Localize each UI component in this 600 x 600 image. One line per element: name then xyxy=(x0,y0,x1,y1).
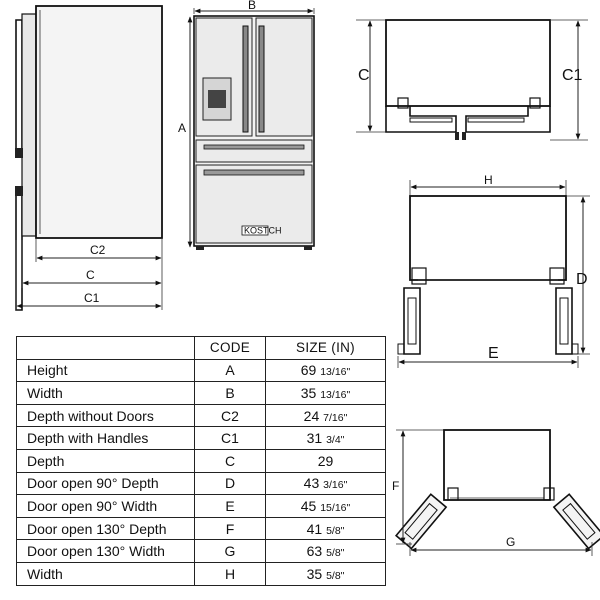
row-name: Height xyxy=(17,359,195,382)
drawer-handle-bottom xyxy=(204,170,304,175)
row-code: C1 xyxy=(195,427,266,450)
label-c1: C1 xyxy=(84,291,100,305)
label-e: E xyxy=(488,345,499,362)
row-code: H xyxy=(195,562,266,585)
label-h: H xyxy=(484,173,493,187)
row-name: Width xyxy=(17,382,195,405)
label-top-c: C xyxy=(358,67,370,84)
row-name: Depth without Doors xyxy=(17,404,195,427)
table-row xyxy=(17,540,386,563)
row-code: E xyxy=(195,495,266,518)
label-a: A xyxy=(178,121,187,135)
row-size: 63 5/8" xyxy=(266,540,386,563)
label-f: F xyxy=(392,479,400,493)
row-code: B xyxy=(195,382,266,405)
row-name: Door open 130° Width xyxy=(17,540,195,563)
row-size: 24 7/16" xyxy=(266,404,386,427)
table-row xyxy=(17,359,386,382)
label-b: B xyxy=(248,0,257,12)
label-g: G xyxy=(506,535,516,549)
row-name: Door open 90° Depth xyxy=(17,472,195,495)
table-row xyxy=(17,449,386,472)
row-size: 35 13/16" xyxy=(266,382,386,405)
table-header-row xyxy=(17,337,386,360)
side-cabinet xyxy=(36,6,162,238)
table-row xyxy=(17,472,386,495)
label-c: C xyxy=(86,268,95,282)
door-handle-left xyxy=(243,26,248,132)
drawer-handle-middle xyxy=(204,145,304,149)
row-size: 69 13/16" xyxy=(266,359,386,382)
row-size: 35 5/8" xyxy=(266,562,386,585)
header-size: SIZE (IN) xyxy=(266,337,386,360)
side-view xyxy=(15,6,162,310)
table-row xyxy=(17,382,386,405)
table-row xyxy=(17,562,386,585)
label-c2: C2 xyxy=(90,243,106,257)
door-handle-right xyxy=(259,26,264,132)
table-row xyxy=(17,404,386,427)
dimensions-table xyxy=(16,336,386,586)
row-size: 43 3/16" xyxy=(266,472,386,495)
row-size: 31 3/4" xyxy=(266,427,386,450)
brand-badge: KOSTCH xyxy=(244,225,282,236)
row-name: Door open 90° Width xyxy=(17,495,195,518)
top-view-closed xyxy=(356,20,588,140)
row-code: D xyxy=(195,472,266,495)
top-view-door-130 xyxy=(392,430,600,556)
row-code: G xyxy=(195,540,266,563)
row-size: 45 15/16" xyxy=(266,495,386,518)
row-code: F xyxy=(195,517,266,540)
row-name: Width xyxy=(17,562,195,585)
table-row xyxy=(17,427,386,450)
row-size: 41 5/8" xyxy=(266,517,386,540)
row-name: Door open 130° Depth xyxy=(17,517,195,540)
label-d: D xyxy=(576,271,588,288)
top-view-door-90 xyxy=(398,173,590,368)
row-name: Depth with Handles xyxy=(17,427,195,450)
header-name xyxy=(17,337,195,360)
table-row xyxy=(17,495,386,518)
row-code: A xyxy=(195,359,266,382)
front-view xyxy=(178,0,314,250)
table-row xyxy=(17,517,386,540)
row-name: Depth xyxy=(17,449,195,472)
row-size: 29 xyxy=(266,449,386,472)
row-code: C xyxy=(195,449,266,472)
header-code: CODE xyxy=(195,337,266,360)
label-top-c1: C1 xyxy=(562,67,583,84)
row-code: C2 xyxy=(195,404,266,427)
